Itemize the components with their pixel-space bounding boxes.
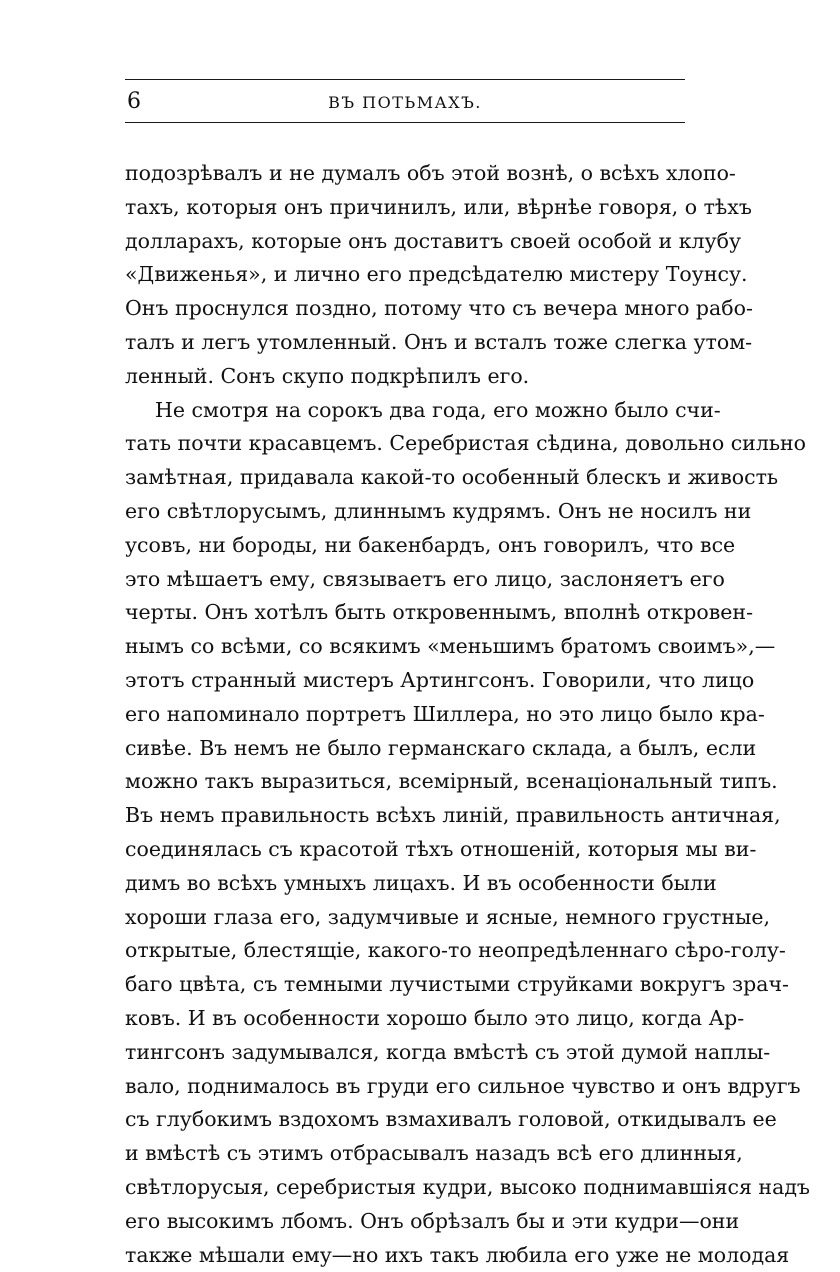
text-line: и вмѣстѣ съ этимъ отбрасывалъ назадъ всѣ его длинныя, [125,1137,685,1171]
text-line: этотъ странный мистеръ Артингсонъ. Говорили, что лицо [125,664,685,698]
text-line: его напоминало портретъ Шиллера, но это лицо было кра- [125,698,685,732]
text-line: Онъ проснулся поздно, потому что съ вечера много рабо- [125,292,685,326]
text-line: черты. Онъ хотѣлъ быть откровеннымъ, вполнѣ откровен- [125,596,685,630]
text-line: баго цвѣта, съ темными лучистыми струйками вокругъ зрач- [125,968,685,1002]
text-line: хороши глаза его, задумчивые и ясные, немного грустные, [125,901,685,935]
text-line: тингсонъ задумывался, когда вмѣстѣ съ этой думой наплы- [125,1036,685,1070]
text-line: его свѣтлорусымъ, длиннымъ кудрямъ. Онъ не носилъ ни [125,495,685,529]
text-line: подозрѣвалъ и не думалъ объ этой вознѣ, о всѣхъ хлопо- [125,157,685,191]
running-title: ВЪ ПОТЬМАХЪ. [125,92,685,114]
text-line: Не смотря на сорокъ два года, его можно было счи- [125,394,685,428]
text-line: тать почти красавцемъ. Серебристая сѣдина, довольно сильно [125,427,685,461]
text-line: Въ немъ правильность всѣхъ линій, правильность античная, [125,799,685,833]
text-line: усовъ, ни бороды, ни бакенбардъ, онъ говорилъ, что все [125,529,685,563]
text-line: долларахъ, которые онъ доставитъ своей особой и клубу [125,225,685,259]
page-number: 6 [127,88,141,116]
text-line: свѣтлорусыя, серебристыя кудри, высоко поднимавшіяся надъ [125,1171,685,1205]
text-line: съ глубокимъ вздохомъ взмахивалъ головой, откидывалъ ее [125,1103,685,1137]
text-line: соединялась съ красотой тѣхъ отношеній, которыя мы ви- [125,833,685,867]
text-line: открытые, блестящіе, какого-то неопредѣленнаго сѣро-голу- [125,934,685,968]
text-line: это мѣшаетъ ему, связываетъ его лицо, заслоняетъ его [125,563,685,597]
text-line: ковъ. И въ особенности хорошо было это лицо, когда Ар- [125,1002,685,1036]
text-line: его высокимъ лбомъ. Онъ обрѣзалъ бы и эти кудри—они [125,1205,685,1239]
header-top-rule [125,79,685,80]
body-text [125,157,685,1272]
text-line: димъ во всѣхъ умныхъ лицахъ. И въ особенности были [125,867,685,901]
text-line: талъ и легъ утомленный. Онъ и всталъ тоже слегка утом- [125,326,685,360]
text-line: нымъ со всѣми, со всякимъ «меньшимъ братомъ своимъ»,— [125,630,685,664]
text-line: также мѣшали ему—но ихъ такъ любила его уже не молодая [125,1239,685,1272]
text-line: сивѣе. Въ немъ не было германскаго склада, а былъ, если [125,732,685,766]
header-bottom-rule [125,122,685,123]
text-line: замѣтная, придавала какой-то особенный блескъ и живость [125,461,685,495]
text-line: вало, поднималось въ груди его сильное чувство и онъ вдругъ [125,1070,685,1104]
text-line: ленный. Сонъ скупо подкрѣпилъ его. [125,360,685,394]
text-line: тахъ, которыя онъ причинилъ, или, вѣрнѣе говоря, о тѣхъ [125,191,685,225]
text-line: можно такъ выразиться, всемірный, всенаціональный типъ. [125,765,685,799]
text-line: «Движенья», и лично его предсѣдателю мистеру Тоунсу. [125,258,685,292]
